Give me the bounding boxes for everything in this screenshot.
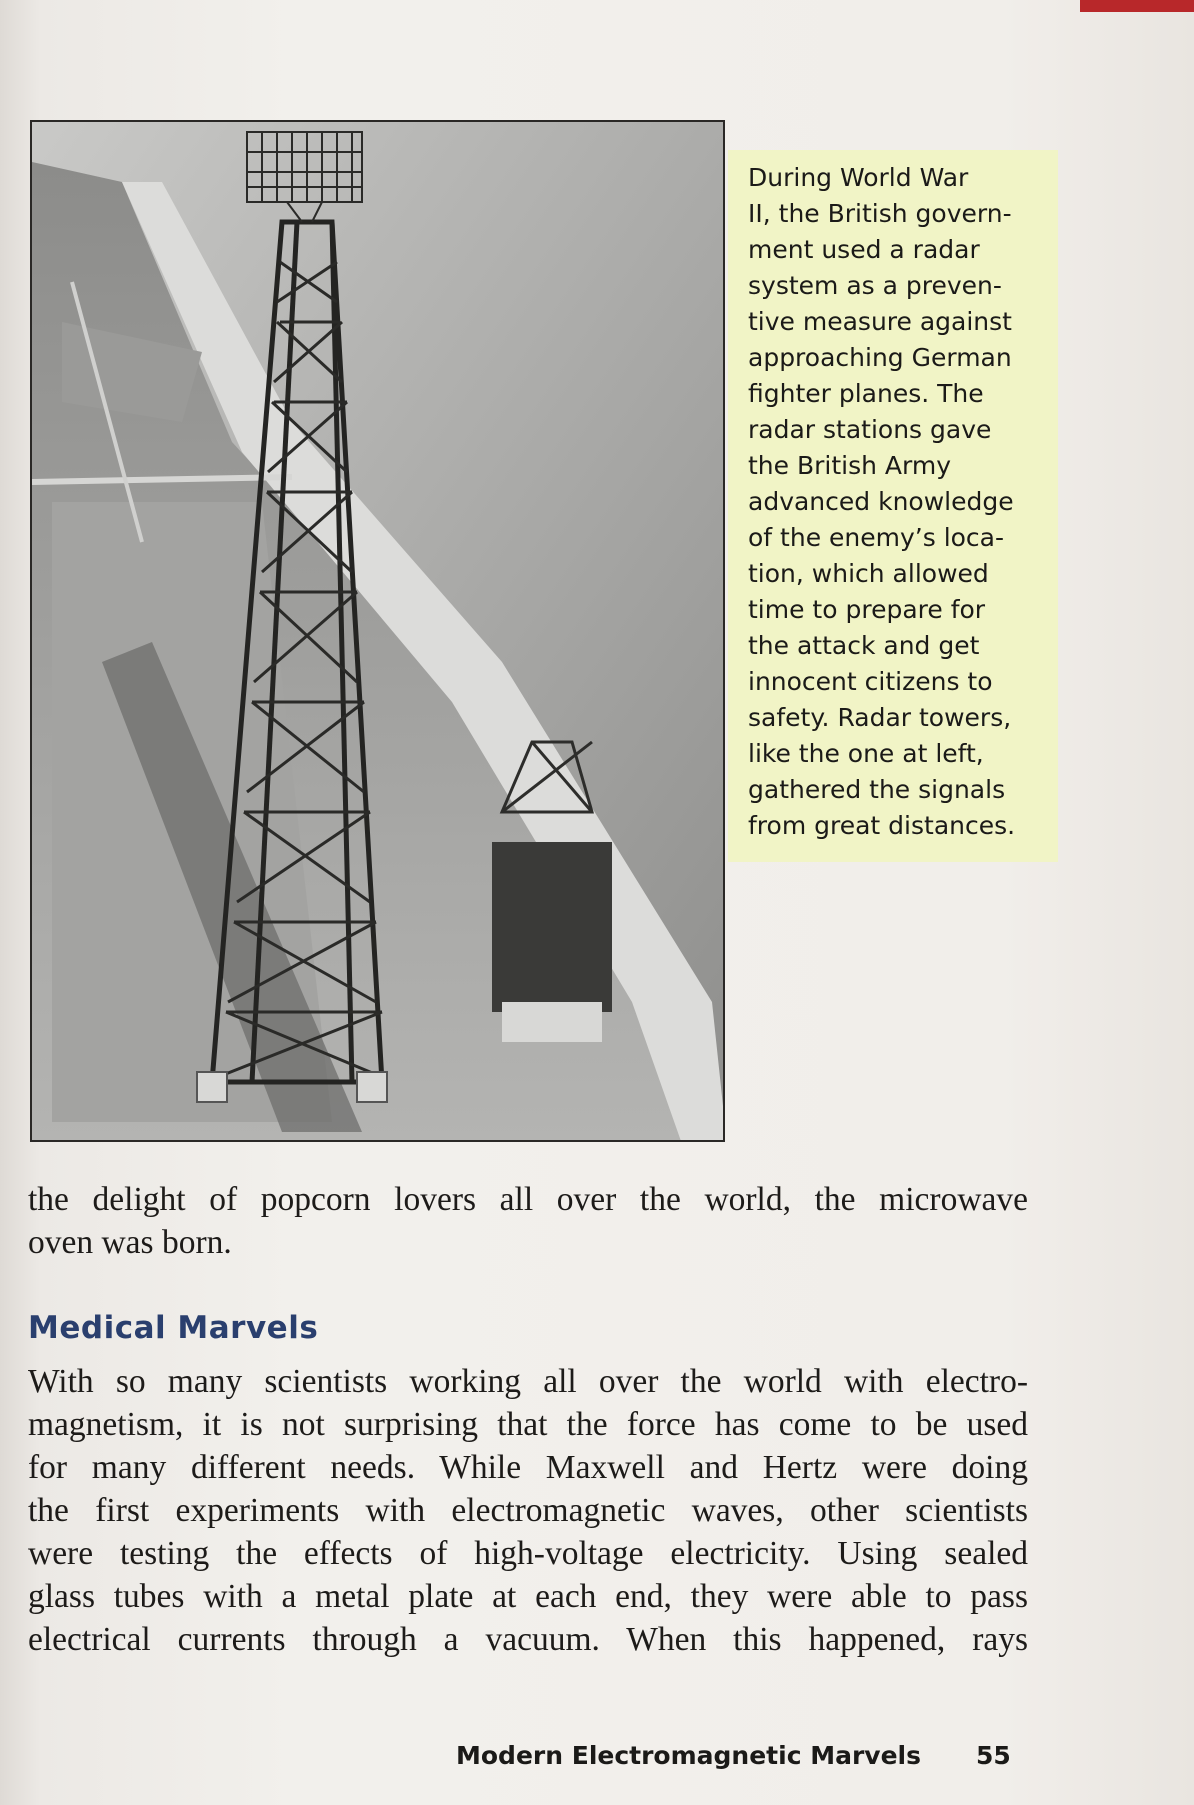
caption-line: of the enemy’s loca- [748,523,1005,552]
body-line: the delight of popcorn lovers all over the world, the microwave [28,1181,1028,1218]
body-line: for many different needs. While Maxwell and Hertz were doing [28,1449,1028,1486]
body-line: magnetism, it is not surprising that the force has come to be used [28,1406,1028,1443]
caption-line: advanced knowledge [748,487,1014,516]
caption-line: gathered the signals [748,775,1006,804]
caption-line: approaching German [748,343,1012,372]
caption-line: innocent citizens to [748,667,993,696]
caption-line: from great distances. [748,811,1016,840]
page-number: 55 [976,1741,1011,1770]
caption-line: system as a preven- [748,271,1002,300]
caption-line: tive measure against [748,307,1012,336]
caption-line: During World War [748,163,969,192]
caption-line: radar stations gave [748,415,992,444]
caption-line: safety. Radar towers, [748,703,1012,732]
paragraph-medical-marvels [28,1360,1028,1661]
paragraph-popcorn [28,1178,1028,1264]
caption-line: time to prepare for [748,595,986,624]
body-line: With so many scientists working all over the world with electro- [28,1363,1028,1400]
running-footer-title: Modern Electromagnetic Marvels [456,1741,922,1770]
body-line: the first experiments with electromagnetic waves, other scientists [28,1492,1028,1529]
caption-line: the attack and get [748,631,980,660]
body-line: were testing the effects of high-voltage electricity. Using sealed [28,1535,1028,1572]
caption-line: the British Army [748,451,952,480]
caption-line: like the one at left, [748,739,984,768]
body-line: oven was born. [28,1224,232,1261]
section-heading: Medical Marvels [28,1310,319,1346]
radar-tower-photo [30,120,725,1142]
body-line: electrical currents through a vacuum. When this happened, rays [28,1621,1028,1658]
photo-caption [728,150,1058,862]
body-line: glass tubes with a metal plate at each end, they were able to pass [28,1578,1028,1615]
caption-line: ment used a radar [748,235,980,264]
caption-line: II, the British govern- [748,199,1012,228]
page-footer [456,1741,1016,1770]
book-cover-edge [1080,0,1194,12]
caption-line: fighter planes. The [748,379,984,408]
caption-line: tion, which allowed [748,559,989,588]
